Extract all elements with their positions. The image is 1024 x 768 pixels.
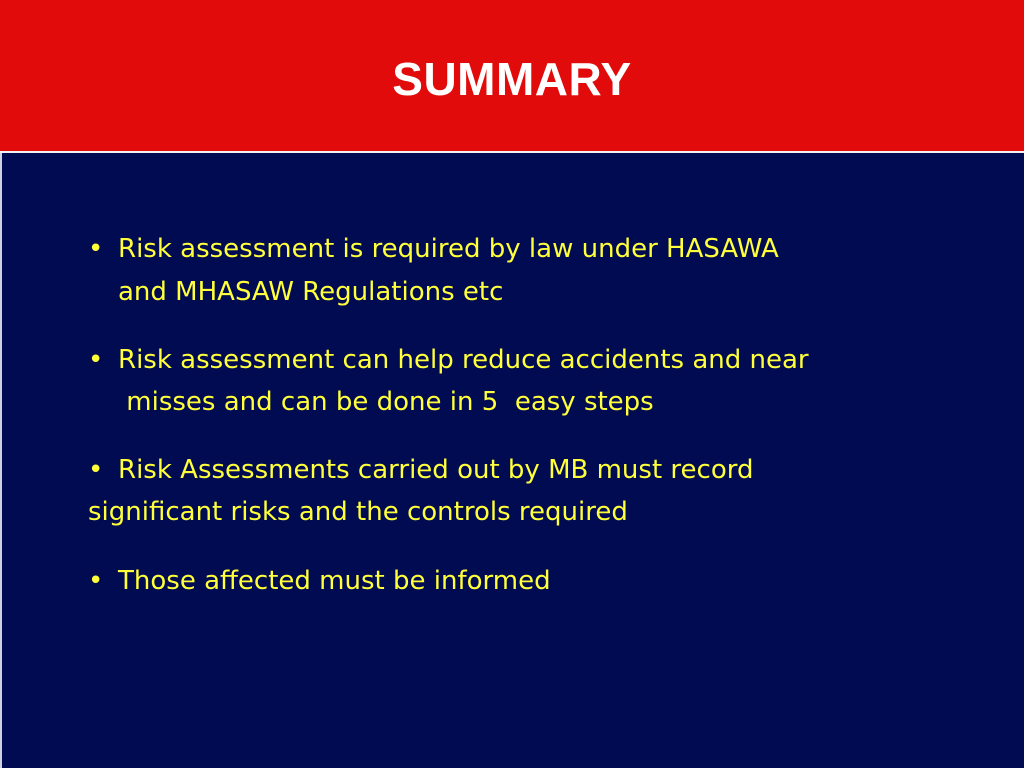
- bullet-2-line-2: misses and can be done in 5 easy steps: [118, 387, 654, 417]
- bullet-icon: •: [88, 345, 104, 375]
- slide-title: SUMMARY: [392, 53, 632, 105]
- bullet-icon: •: [88, 566, 104, 596]
- title-banner: [0, 0, 1024, 153]
- bullet-2-line-1: Risk assessment can help reduce accidents and near: [118, 345, 809, 375]
- bullet-icon: •: [88, 455, 104, 485]
- bullet-4-line-1: Those affected must be informed: [118, 566, 551, 596]
- bullet-1-line-1: Risk assessment is required by law under HASAWA: [118, 234, 779, 264]
- bullet-1-line-2: and MHASAW Regulations etc: [118, 277, 504, 307]
- bullet-3-line-1: Risk Assessments carried out by MB must record: [118, 455, 754, 485]
- bullet-icon: •: [88, 234, 104, 264]
- bullet-3-line-2: significant risks and the controls required: [88, 497, 628, 527]
